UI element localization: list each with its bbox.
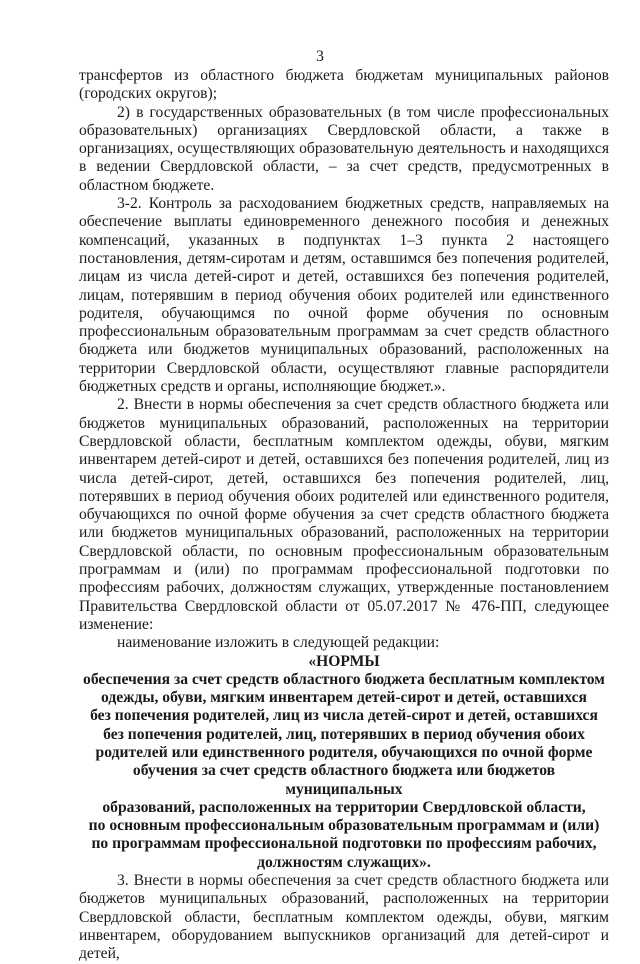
norms-title-line: без попечения родителей, лиц из числа детей-сирот и детей, оставшихся <box>90 707 598 725</box>
paragraph-section-3: 3. Внести в нормы обеспечения за счет средств областного бюджета или бюджетов муниципальных образований, расположенных на территории Свердловской области, бесплатным комплектом одежды, обуви, мягким инвентарем, оборудованием выпускников организаций для детей-сирот и детей, <box>79 872 609 963</box>
paragraph-item-2: 2) в государственных образовательных (в том числе профессиональных образовательных) организациях Свердловской области, а также в организациях, осуществляющих образовательную деятельность и находящихся в ведении Свердловской области, – за счет средств, предусмотренных в областном бюджете. <box>79 103 609 194</box>
norms-title-line: образований, расположенных на территории Свердловской области, <box>102 798 586 816</box>
document-body <box>79 67 609 964</box>
paragraph-rename-intro: наименование изложить в следующей редакции: <box>117 634 440 652</box>
norms-title-block <box>79 653 609 873</box>
norms-title-line: по основным профессиональным образовательным программам и (или) <box>88 817 600 835</box>
norms-title-line: обеспечения за счет средств областного бюджета бесплатным комплектом <box>83 670 605 688</box>
paragraph-3-2: 3-2. Контроль за расходованием бюджетных средств, направляемых на обеспечение выплаты единовременного денежного пособия и денежных компенсаций, указанных в подпунктах 1–3 пункта 2 настоящего постановления, детям-сиротам и детям, оставшимся без попечения родителей, лицам из числа детей-сирот и детей, оставшихся без попечения родителей, лицам, потерявшим в период обучения обоих родителей или единственного родителя, обучающимся по очной форме обучения по основным профессиональным образовательным программам за счет средств областного бюджета или бюджетов муниципальных образований, расположенных на территории Свердловской области, осуществляют главные распорядители бюджетных средств и органы, исполняющие бюджет.». <box>79 195 609 396</box>
norms-title-line: одежды, обуви, мягким инвентарем детей-сирот и детей, оставшихся <box>100 689 587 707</box>
norms-title-line: без попечения родителей, лиц, потерявших в период обучения обоих <box>103 725 585 743</box>
norms-title-line: по программам профессиональной подготовки по профессиям рабочих, <box>91 835 597 853</box>
norms-title-line: обучения за счет средств областного бюджета или бюджетов муниципальных <box>132 762 556 798</box>
page-number: 3 <box>316 48 324 65</box>
norms-title-line: родителей или единственного родителя, обучающихся по очной форме <box>95 743 593 761</box>
paragraph-continuation: трансфертов из областного бюджета бюджетам муниципальных районов (городских округов); <box>79 67 609 103</box>
norms-title-line: должностям служащих». <box>257 853 431 871</box>
norms-title-heading: «НОРМЫ <box>308 652 380 670</box>
paragraph-section-2: 2. Внести в нормы обеспечения за счет средств областного бюджета или бюджетов муниципальных образований, расположенных на территории Свердловской области, бесплатным комплектом одежды, обуви, мягким инвентарем детей-сирот и детей, оставшихся без попечения родителей, лиц из числа детей-сирот, детей, оставшихся без попечения родителей, лиц, потерявших в период обучения обоих родителей или единственного родителя, обучающихся по очной форме обучения за счет средств областного бюджета или бюджетов муниципальных образований, расположенных на территории Свердловской области, по основным профессиональным образовательным программам и (или) по программам профессиональной подготовки по профессиям рабочих, должностям служащих, утвержденные постановлением Правительства Свердловской области от 05.07.2017 № 476-ПП, следующее изменение: <box>79 396 609 633</box>
